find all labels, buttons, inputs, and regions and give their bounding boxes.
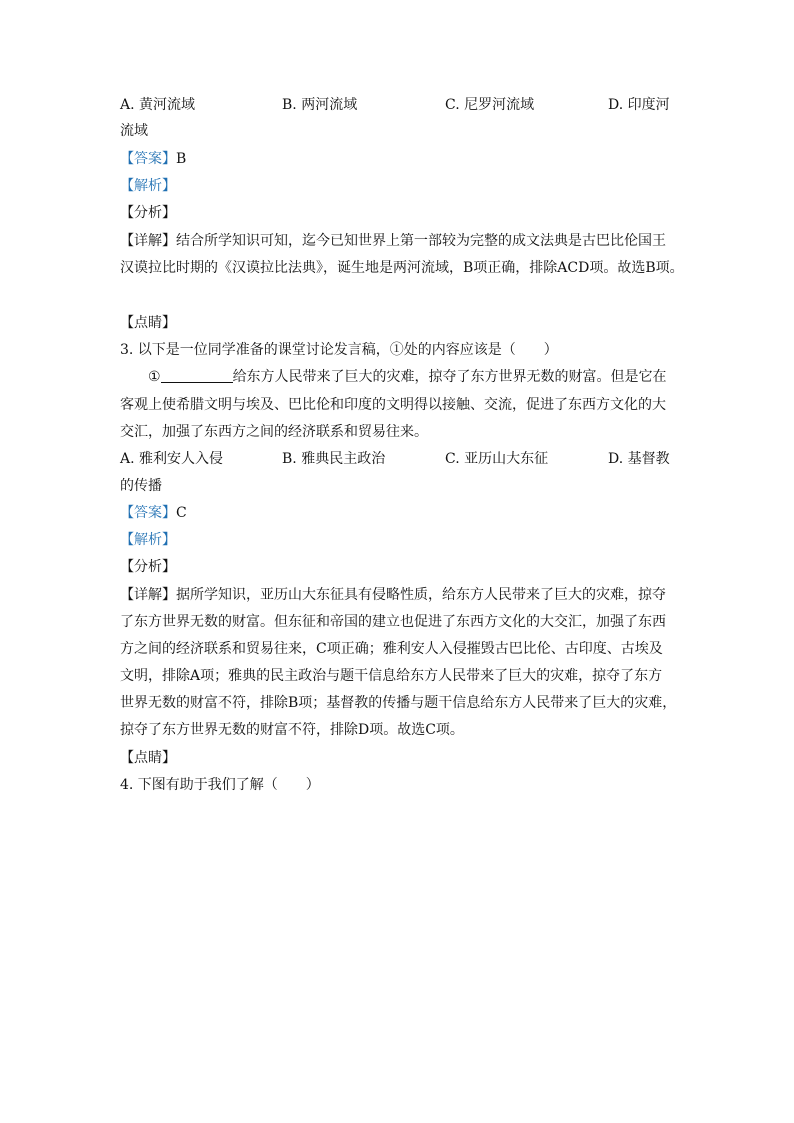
q3-option-b: B. 雅典民主政治 <box>282 451 386 467</box>
q3-passage-text-1: 给东方人民带来了巨大的灾难，掠夺了东方世界无数的财富。但是它在 <box>232 369 667 385</box>
q2-detail-text-1: 结合所学知识可知，迄今已知世界上第一部较为完整的成文法典是古巴比伦国王 <box>176 233 666 249</box>
q2-jiexi-tag: 【解析】 <box>120 178 176 194</box>
q3-fenxi-tag: 【分析】 <box>120 559 176 575</box>
q3-passage-line-3: 交汇，加强了东西方之间的经济联系和贸易往来。 <box>120 424 428 440</box>
q3-detail-tag: 【详解】 <box>120 587 176 603</box>
q2-option-c: C. 尼罗河流域 <box>445 97 535 113</box>
q3-dianjing-line <box>120 748 176 768</box>
q3-answer-value: C <box>176 505 187 521</box>
q2-option-d: D. 印度河 <box>608 97 670 113</box>
q2-detail-tag: 【详解】 <box>120 233 176 249</box>
q3-detail-line-4: 文明，排除A项；雅典的民主政治与题干信息给东方人民带来了巨大的灾难，掠夺了东方 <box>120 668 663 684</box>
q3-detail-line-2: 了东方世界无数的财富。但东征和帝国的建立也促进了东西方文化的大交汇，加强了东西 <box>120 614 666 630</box>
q2-dianjing-line <box>120 313 176 333</box>
q2-option-b: B. 两河流域 <box>282 97 358 113</box>
q2-fenxi-line <box>120 203 176 223</box>
q2-answer-tag: 【答案】 <box>120 151 176 167</box>
q2-detail-line-1 <box>120 231 666 251</box>
q3-stem: 3. 以下是一位同学准备的课堂讨论发言稿，①处的内容应该是（ ） <box>120 342 558 358</box>
q3-passage-line-2: 客观上使希腊文明与埃及、巴比伦和印度的文明得以接触、交流，促进了东西方文化的大 <box>120 397 666 413</box>
q3-answer-tag: 【答案】 <box>120 505 176 521</box>
q3-passage-line-1 <box>148 367 667 387</box>
q2-dianjing-tag: 【点睛】 <box>120 315 176 331</box>
q2-answer-line <box>120 149 186 169</box>
q2-answer-value: B <box>176 151 187 167</box>
q2-option-d-continued: 流域 <box>120 123 148 139</box>
q3-option-a: A. 雅利安人入侵 <box>120 451 224 467</box>
q2-jiexi-line <box>120 176 176 196</box>
q3-option-d: D. 基督教 <box>608 451 670 467</box>
q3-jiexi-line <box>120 530 176 550</box>
q4-stem: 4. 下图有助于我们了解（ ） <box>120 777 320 793</box>
q3-fenxi-line <box>120 557 176 577</box>
q3-jiexi-tag: 【解析】 <box>120 532 176 548</box>
q3-blank <box>161 368 233 383</box>
q3-detail-line-1 <box>120 585 666 605</box>
q3-dianjing-tag: 【点睛】 <box>120 750 176 766</box>
q3-detail-line-3: 方之间的经济联系和贸易往来，C项正确；雅利安人入侵摧毁古巴比伦、古印度、古埃及 <box>120 641 663 657</box>
q2-fenxi-tag: 【分析】 <box>120 205 176 221</box>
q3-option-c: C. 亚历山大东征 <box>445 451 549 467</box>
q3-detail-line-6: 掠夺了东方世界无数的财富不符，排除D项。故选C项。 <box>120 722 464 738</box>
q3-detail-text-1: 据所学知识，亚历山大东征具有侵略性质，给东方人民带来了巨大的灾难，掠夺 <box>176 587 666 603</box>
q3-answer-line <box>120 503 187 523</box>
q3-option-d-continued: 的传播 <box>120 478 162 494</box>
q2-option-a: A. 黄河流域 <box>120 97 196 113</box>
q3-passage-mark: ① <box>148 369 161 385</box>
q3-detail-line-5: 世界无数的财富不符，排除B项；基督教的传播与题干信息给东方人民带来了巨大的灾难， <box>120 695 677 711</box>
q2-detail-line-2: 汉谟拉比时期的《汉谟拉比法典》，诞生地是两河流域，B项正确，排除ACD项。故选B项。 <box>120 260 684 276</box>
